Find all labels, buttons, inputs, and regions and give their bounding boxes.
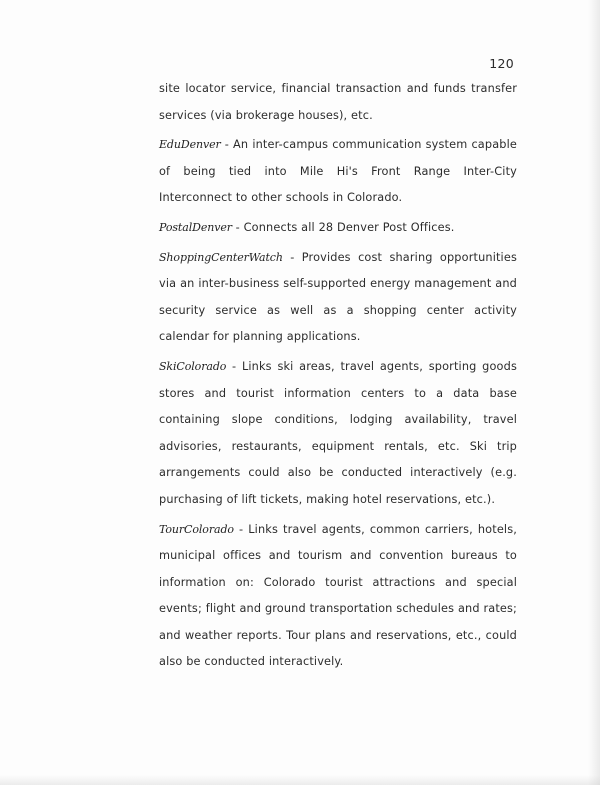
service-name: SkiColorado xyxy=(159,359,227,373)
paragraph-text: Provides cost sharing opportunities via an inter-business self-supported energy management and security service as well as a shopping center activity calendar for planning applications. xyxy=(159,250,517,344)
paragraph-text: site locator service, financial transaction and funds transfer services (via brokerage houses), etc. xyxy=(159,82,517,122)
paragraph-text: Links travel agents, common carriers, hotels, municipal offices and tourism and convention bureaus to information on: Colorado tourist attractions and special events; flight and ground transportation schedules and rates; and weather reports. Tour plans and reservations, etc., could also be conducted interactively. xyxy=(159,522,517,669)
service-name: ShoppingCenterWatch xyxy=(159,250,283,264)
service-name: EduDenver xyxy=(159,138,221,152)
paragraph-postaldenver xyxy=(159,215,517,242)
paragraph-skicolorado xyxy=(159,354,517,514)
paragraph-text: Connects all 28 Denver Post Offices. xyxy=(243,220,455,234)
name-separator: - xyxy=(220,138,234,152)
paragraph-text: An inter-campus communication system capable of being tied into Mile Hi's Front Range Inter-City Interconnect to other schools in Colorado. xyxy=(159,138,517,205)
paragraph-tourcolorado xyxy=(159,517,517,677)
paragraph-text: Links ski areas, travel agents, sporting goods stores and tourist information centers to a data base containing slope conditions, lodging availability, travel advisories, restaurants, equipment rentals, etc. Ski trip arrangements could also be conducted interactively (e.g. purchasing of lift tickets, making hotel reservations, etc.). xyxy=(159,359,517,506)
name-separator: - xyxy=(226,359,242,373)
name-separator: - xyxy=(231,220,244,234)
paragraph-continuation xyxy=(159,76,517,129)
name-separator: - xyxy=(282,250,302,264)
paragraph-shoppingcenterwatch xyxy=(159,245,517,351)
service-name: TourColorado xyxy=(159,522,234,536)
service-name: PostalDenver xyxy=(159,220,232,234)
page-number: 120 xyxy=(489,56,514,71)
name-separator: - xyxy=(233,522,249,536)
paragraph-edudenver xyxy=(159,132,517,212)
document-body xyxy=(159,76,517,676)
